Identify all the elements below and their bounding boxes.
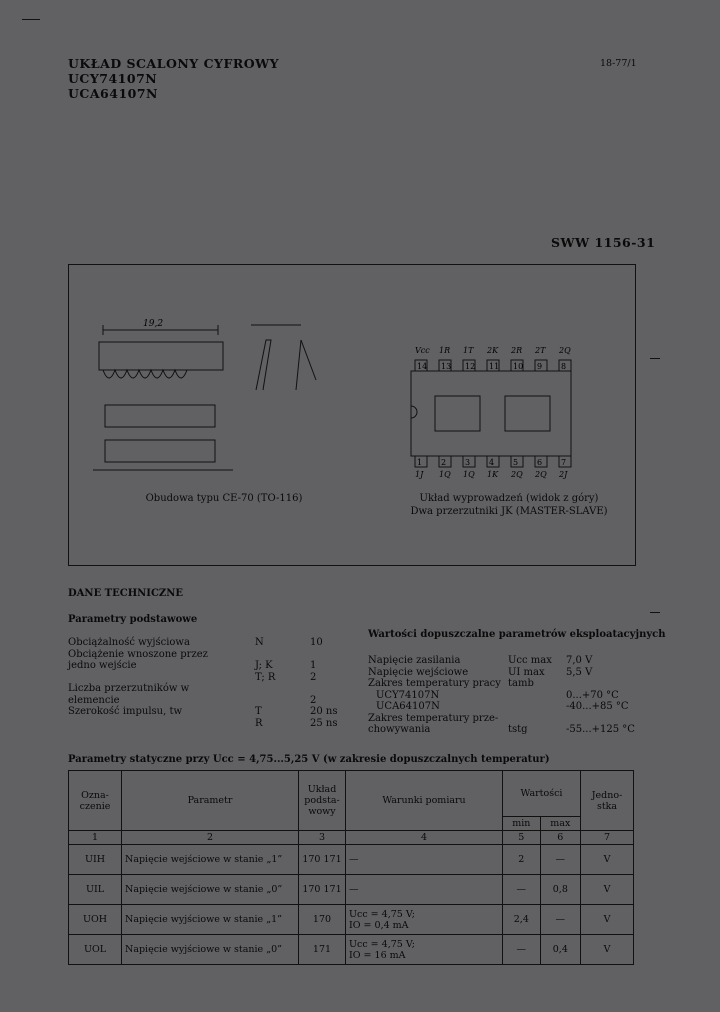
package-caption: Obudowa typu CE-70 (TO-116) xyxy=(145,493,303,504)
cell-symbol: UIL xyxy=(69,875,122,905)
margin-mark xyxy=(650,358,660,359)
pin-label: 2J xyxy=(559,470,568,479)
limit-label: Napięcie wejściowe xyxy=(368,666,469,678)
table-row xyxy=(69,875,634,905)
colnum: 6 xyxy=(540,831,580,845)
title-line2: UCY74107N xyxy=(68,71,158,86)
cell-min: — xyxy=(503,935,541,965)
basic-param-value: 1 xyxy=(310,660,317,671)
cell-symbol: UIH xyxy=(69,845,122,875)
pin-number: 5 xyxy=(513,458,519,467)
header-circuit: Układ podsta-wowy xyxy=(299,771,346,831)
table-row xyxy=(69,935,634,965)
basic-param-label: Szerokość impulsu, tw xyxy=(68,706,183,717)
colnum: 4 xyxy=(346,831,503,845)
pin-number: 12 xyxy=(465,362,476,371)
table-row xyxy=(69,845,634,875)
cell-conditions: Ucc = 4,75 V; IO = 0,4 mA xyxy=(346,905,503,935)
limit-symbol: tstg xyxy=(508,724,528,735)
pinout-diagram xyxy=(407,341,577,481)
limit-label: chowywania xyxy=(368,724,431,735)
cell-max: — xyxy=(540,905,580,935)
header-param: Parametr xyxy=(122,771,299,831)
basic-param-value: 2 xyxy=(310,671,317,683)
pin-label: Vcc xyxy=(415,346,430,355)
limit-value: -40...+85 °C xyxy=(566,701,629,712)
basic-param-value: 2 xyxy=(310,694,317,706)
pin-number: 7 xyxy=(561,458,567,467)
basic-param-label: elemencie xyxy=(68,694,120,706)
cell-param: Napięcie wejściowe w stanie „0” xyxy=(122,875,299,905)
cell-max: 0,8 xyxy=(540,875,580,905)
basic-params-heading: Parametry podstawowe xyxy=(68,614,198,625)
cell-circuit: 171 xyxy=(299,935,346,965)
colnum: 5 xyxy=(503,831,541,845)
corner-mark xyxy=(22,19,40,20)
pin-number: 6 xyxy=(537,458,543,467)
limit-value: 0...+70 °C xyxy=(566,689,619,701)
standard-number: SWW 1156-31 xyxy=(551,235,656,250)
header-unit: Jedno-stka xyxy=(581,771,634,831)
header-values: Wartości xyxy=(503,771,581,817)
pin-label: 2Q xyxy=(559,346,571,355)
pinout-caption-2: Dwa przerzutniki JK (MASTER-SLAVE) xyxy=(410,506,608,517)
pin-label: 2Q xyxy=(535,470,547,479)
pin-number: 13 xyxy=(441,362,452,371)
cell-conditions: Ucc = 4,75 V; IO = 16 mA xyxy=(346,935,503,965)
pin-label: 2R xyxy=(511,346,523,355)
table-row xyxy=(69,905,634,935)
header-min: min xyxy=(503,817,541,831)
basic-param-value: 20 ns xyxy=(310,706,338,717)
margin-mark xyxy=(650,612,660,613)
basic-param-label: Obciążalność wyjściowa xyxy=(68,637,190,648)
package-side-view xyxy=(241,320,331,400)
limit-symbol: Ucc max xyxy=(508,655,552,666)
pin-number: 10 xyxy=(513,362,524,371)
basic-param-label: Obciążenie wnoszone przez xyxy=(68,648,208,660)
basic-param-symbol: T xyxy=(255,706,262,717)
limit-value: -55...+125 °C xyxy=(566,724,635,735)
basic-param-value: 10 xyxy=(310,637,323,648)
pin-number: 9 xyxy=(537,362,543,371)
cell-min: 2,4 xyxy=(503,905,541,935)
static-table-title: Parametry statyczne przy Ucc = 4,75...5,25 V (w zakresie dopuszczalnych temperatur) xyxy=(68,754,550,765)
cell-conditions: — xyxy=(346,845,503,875)
header-conditions: Warunki pomiaru xyxy=(346,771,503,831)
pin-label: 1Q xyxy=(439,470,451,479)
cell-circuit: 170 171 xyxy=(299,845,346,875)
pin-number: 3 xyxy=(465,458,471,467)
basic-param-symbol: N xyxy=(255,637,264,648)
cell-unit: V xyxy=(581,905,634,935)
pin-number: 4 xyxy=(489,458,495,467)
pin-number: 11 xyxy=(489,362,500,371)
pin-number: 14 xyxy=(417,362,428,371)
basic-param-value: 25 ns xyxy=(310,717,338,729)
dimension-label: 19,2 xyxy=(143,319,164,329)
cell-unit: V xyxy=(581,935,634,965)
pin-label: 1J xyxy=(415,470,424,479)
basic-param-symbol: R xyxy=(255,717,263,729)
cell-symbol: UOH xyxy=(69,905,122,935)
cell-max: — xyxy=(540,845,580,875)
limit-value: 7,0 V xyxy=(566,655,593,666)
title-line1: UKŁAD SCALONY CYFROWY xyxy=(68,56,280,71)
cell-conditions: — xyxy=(346,875,503,905)
cell-unit: V xyxy=(581,845,634,875)
figure-box xyxy=(68,264,636,566)
cell-min: 2 xyxy=(503,845,541,875)
basic-param-symbol: T; R xyxy=(255,671,276,683)
colnum: 1 xyxy=(69,831,122,845)
pin-label: 2Q xyxy=(511,470,523,479)
tech-heading: DANE TECHNICZNE xyxy=(68,588,183,599)
cell-min: — xyxy=(503,875,541,905)
header-symbol: Ozna-czenie xyxy=(69,771,122,831)
limit-label: UCA64107N xyxy=(376,701,440,712)
cell-max: 0,4 xyxy=(540,935,580,965)
basic-param-symbol: J; K xyxy=(255,660,273,671)
pin-number: 8 xyxy=(561,362,567,371)
limit-symbol: tamb xyxy=(508,678,534,689)
pin-label: 2K xyxy=(487,346,499,355)
limits-heading: Wartości dopuszczalne parametrów eksploatacyjnych xyxy=(368,629,666,640)
cell-symbol: UOL xyxy=(69,935,122,965)
pin-label: 1T xyxy=(463,346,474,355)
static-params-table xyxy=(68,770,634,965)
colnum: 3 xyxy=(299,831,346,845)
colnum: 2 xyxy=(122,831,299,845)
pinout-caption-1: Układ wyprowadzeń (widok z góry) xyxy=(419,493,599,504)
colnum: 7 xyxy=(581,831,634,845)
basic-param-label: Liczba przerzutników w xyxy=(68,683,190,694)
limit-label: Zakres temperatury pracy xyxy=(368,678,501,689)
pin-label: 2T xyxy=(535,346,546,355)
limit-value: 5,5 V xyxy=(566,666,593,678)
limit-label: Napięcie zasilania xyxy=(368,655,461,666)
pin-label: 1K xyxy=(487,470,499,479)
pin-label: 1Q xyxy=(463,470,475,479)
pin-label: 1R xyxy=(439,346,451,355)
title-line3: UCA64107N xyxy=(68,86,158,101)
pin-number: 2 xyxy=(441,458,447,467)
limit-symbol: UI max xyxy=(508,666,545,678)
cell-unit: V xyxy=(581,875,634,905)
limit-label: UCY74107N xyxy=(376,689,440,701)
basic-param-label: jedno wejście xyxy=(68,660,137,671)
cell-param: Napięcie wejściowe w stanie „1” xyxy=(122,845,299,875)
cell-param: Napięcie wyjściowe w stanie „1” xyxy=(122,905,299,935)
cell-circuit: 170 171 xyxy=(299,875,346,905)
header-max: max xyxy=(540,817,580,831)
doc-code: 18-77/1 xyxy=(600,58,637,69)
limit-label: Zakres temperatury prze- xyxy=(368,712,499,724)
pin-number: 1 xyxy=(417,458,423,467)
cell-param: Napięcie wyjściowe w stanie „0” xyxy=(122,935,299,965)
cell-circuit: 170 xyxy=(299,905,346,935)
